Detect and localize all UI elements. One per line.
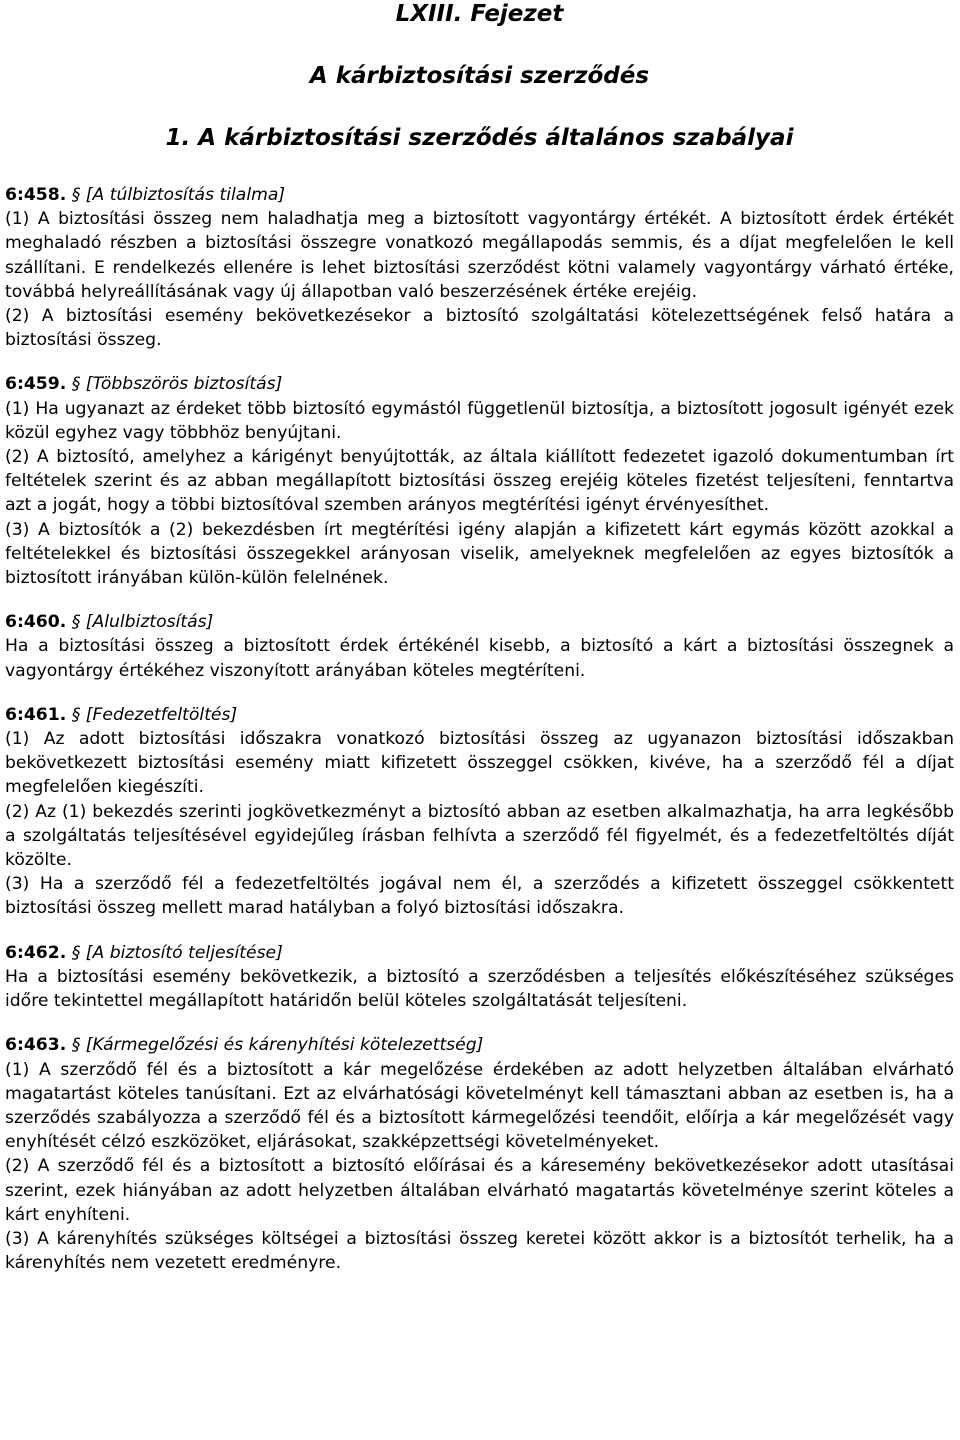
section-6-461 bbox=[5, 703, 954, 921]
section-number: 6:458. bbox=[5, 185, 67, 205]
paragraph: Ha a biztosítási összeg a biztosított érdek értékénél kisebb, a biztosító a kárt a biztosítási összegnek a vagyontárgy értékéhez viszonyított arányában köteles megtéríteni. bbox=[5, 636, 954, 681]
section-title: § [A túlbiztosítás tilalma] bbox=[71, 185, 286, 205]
paragraph: Ha a biztosítási esemény bekövetkezik, a biztosító a szerződésben a teljesítés előkészítéséhez szükséges időre tekintettel megállapított határidőn belül köteles szolgáltatását teljesíteni. bbox=[5, 966, 954, 1012]
paragraph: (2) A biztosító, amelyhez a kárigényt benyújtották, az általa kiállított fedezetet igazoló dokumentumban írt feltételek szerint és az abban megállapított biztosítási összeg erejéig köteles fizetést teljesíteni, fenntartva azt a jogát, hogy a többi biztosítóval szemben arányos megtérítési igényt érvényesíthet. bbox=[5, 447, 954, 516]
section-heading bbox=[5, 941, 954, 965]
paragraph: (2) A biztosítási esemény bekövetkezésekor a biztosító szolgáltatási kötelezettségének felső határa a biztosítási összeg. bbox=[5, 306, 954, 351]
section-6-458 bbox=[5, 183, 954, 352]
section-title: § [Fedezetfeltöltés] bbox=[71, 704, 238, 725]
section-number: 6:459. bbox=[5, 374, 67, 395]
section-title: § [Alulbiztosítás] bbox=[71, 612, 214, 633]
section-6-459 bbox=[5, 372, 954, 590]
chapter-title: A kárbiztosítási szerződés bbox=[309, 63, 650, 89]
section-6-462 bbox=[5, 941, 954, 1014]
paragraph: (3) A kárenyhítés szükséges költségei a biztosítási összeg keretei között akkor is a biztosítót terhelik, ha a kárenyhítés nem vezetett eredményre. bbox=[5, 1228, 954, 1274]
section-number: 6:462. bbox=[5, 942, 67, 963]
section-number: 6:461. bbox=[5, 704, 67, 725]
paragraph: (1) A szerződő fél és a biztosított a kár megelőzése érdekében az adott helyzetben általában elvárható magatartást köteles tanúsítani. Ezt az elvárhatósági követelményt kell támasztani abban az esetben is, ha a szerződés szabályozza a szerződő fél és a biztosított kármegelőzési teendőit, előírja a kár megelőzését vagy enyhítését célzó eszközöket, eljárásokat, szakképzettségi követelményeket. bbox=[5, 1059, 954, 1153]
section-heading bbox=[5, 610, 954, 634]
paragraph: (2) Az (1) bekezdés szerinti jogkövetkezményt a biztosító abban az esetben alkalmazhatja, ha arra legkésőbb a szolgáltatás teljesítésével egyidejűleg írásban felhívta a szerződő fél figyelmét, és a fedezetfeltöltés díját közölte. bbox=[5, 801, 954, 871]
paragraph: (1) Ha ugyanazt az érdeket több biztosító egymástól függetlenül biztosítja, a biztosított jogosult igényét ezek közül egyhez vagy többhöz benyújtani. bbox=[5, 398, 954, 443]
section-heading bbox=[5, 183, 954, 207]
paragraph: (3) A biztosítók a (2) bekezdésben írt megtérítési igény alapján a kifizetett kárt egymás között azokkal a feltételekkel és biztosítási összegekkel arányosan viselik, amelyeknek megfelelően az egyes biztosítók a biztosított irányában külön-külön felelnének. bbox=[5, 519, 954, 589]
section-6-463 bbox=[5, 1033, 954, 1275]
section-number: 6:460. bbox=[5, 612, 67, 633]
section-title: § [A biztosító teljesítése] bbox=[71, 942, 283, 963]
section-6-460 bbox=[5, 610, 954, 683]
section-heading bbox=[5, 372, 954, 396]
paragraph: (2) A szerződő fél és a biztosított a biztosító előírásai és a káresemény bekövetkezésekor adott utasításai szerint, ezek hiányában az adott helyzetben általában elvárható magatartás követelménye szerint köteles a kárt enyhíteni. bbox=[5, 1156, 954, 1225]
paragraph: (1) A biztosítási összeg nem haladhatja meg a biztosított vagyontárgy értékét. A biztosított érdek értékét meghaladó részben a biztosítási összegre vonatkozó megállapodás semmis, és a díjat megfelelően le kell szállítani. E rendelkezés ellenére is lehet biztosítási szerződést kötni valamely vagyontárgy várható értéke, továbbá helyreállításának vagy új állapotban való beszerzésének értéke erejéig. bbox=[5, 209, 954, 302]
section-heading bbox=[5, 703, 954, 727]
section-title: § [Kármegelőzési és kárenyhítési kötelezettség] bbox=[71, 1035, 484, 1056]
paragraph: (1) Az adott biztosítási időszakra vonatkozó biztosítási összeg az ugyanazon biztosítási időszakban bekövetkezett biztosítási esemény miatt kifizetett összeggel csökken, kivéve, ha a szerződő fél a díjat megfelelően kiegészíti. bbox=[5, 729, 954, 798]
section-title: § [Többszörös biztosítás] bbox=[71, 374, 283, 395]
paragraph: (3) Ha a szerződő fél a fedezetfeltöltés jogával nem él, a szerződés a kifizetett összeggel csökkentett biztosítási összeg mellett marad hatályban a folyó biztosítási időszakra. bbox=[5, 874, 954, 919]
section-number: 6:463. bbox=[5, 1035, 67, 1056]
section-heading bbox=[5, 1033, 954, 1057]
chapter-heading: LXIII. Fejezet bbox=[395, 1, 564, 27]
subchapter-title: 1. A kárbiztosítási szerződés általános szabályai bbox=[165, 125, 794, 151]
